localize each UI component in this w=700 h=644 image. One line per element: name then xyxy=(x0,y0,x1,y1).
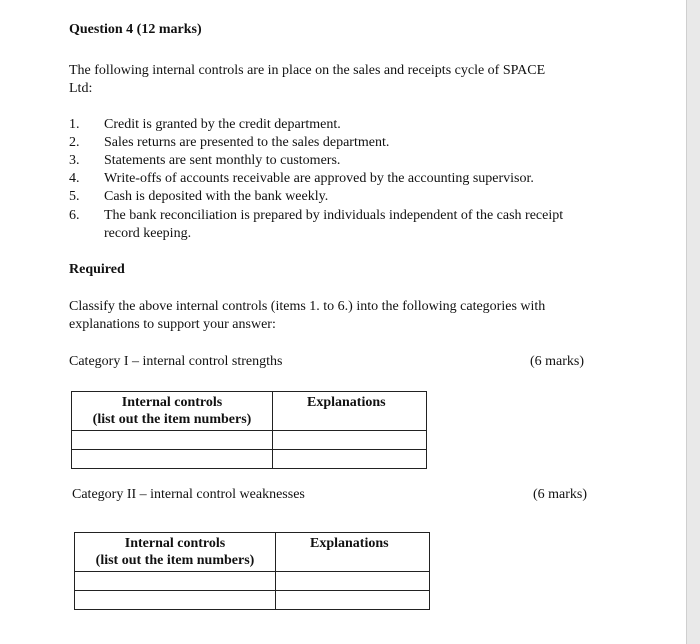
list-item: Statements are sent monthly to customers. xyxy=(104,153,341,168)
table-header-row xyxy=(72,392,427,431)
table-header-cell xyxy=(273,392,427,431)
table-header-cell xyxy=(72,392,273,431)
intro-line-1: The following internal controls are in place on the sales and receipts cycle of SPACE xyxy=(69,63,546,78)
list-item: The bank reconciliation is prepared by individuals independent of the cash receipt xyxy=(104,208,564,223)
table-row xyxy=(72,450,427,469)
list-item-number: 1. xyxy=(69,117,80,132)
list-item: Write-offs of accounts receivable are approved by the accounting supervisor. xyxy=(104,171,534,186)
table-cell[interactable] xyxy=(72,450,273,469)
category-1-marks: (6 marks) xyxy=(530,354,585,369)
table-header-row xyxy=(75,533,430,572)
question-title: Question 4 (12 marks) xyxy=(69,22,202,37)
column-header-item-numbers: (list out the item numbers) xyxy=(95,553,255,568)
list-item-number: 4. xyxy=(69,171,80,186)
table-header-cell xyxy=(276,533,430,572)
category-2-label: Category II – internal control weaknesses xyxy=(72,487,305,502)
intro-line-2: Ltd: xyxy=(69,81,93,96)
list-item: Credit is granted by the credit department. xyxy=(104,117,341,132)
column-header-item-numbers: (list out the item numbers) xyxy=(92,412,252,427)
list-item-continuation: record keeping. xyxy=(104,226,192,241)
table-row xyxy=(72,431,427,450)
list-item-number: 5. xyxy=(69,189,80,204)
category-2-marks: (6 marks) xyxy=(533,487,588,502)
table-cell[interactable] xyxy=(273,450,427,469)
column-header-internal-controls: Internal controls xyxy=(121,395,223,410)
required-heading: Required xyxy=(69,262,125,277)
list-item-number: 2. xyxy=(69,135,80,150)
list-item: Sales returns are presented to the sales department. xyxy=(104,135,390,150)
table-cell[interactable] xyxy=(276,591,430,610)
table-cell[interactable] xyxy=(75,591,276,610)
list-item-number: 3. xyxy=(69,153,80,168)
table-row xyxy=(75,591,430,610)
category-2-table xyxy=(74,532,430,610)
table-header-cell xyxy=(75,533,276,572)
table-cell[interactable] xyxy=(276,572,430,591)
column-header-explanations: Explanations xyxy=(310,536,389,551)
table-cell[interactable] xyxy=(273,431,427,450)
column-header-explanations: Explanations xyxy=(307,395,386,410)
category-1-table xyxy=(71,391,427,469)
instruction-line-1: Classify the above internal controls (items 1. to 6.) into the following categories with xyxy=(69,299,546,314)
table-row xyxy=(75,572,430,591)
category-1-label: Category I – internal control strengths xyxy=(69,354,283,369)
table-cell[interactable] xyxy=(75,572,276,591)
list-item: Cash is deposited with the bank weekly. xyxy=(104,189,329,204)
table-cell[interactable] xyxy=(72,431,273,450)
list-item-number: 6. xyxy=(69,208,80,223)
column-header-internal-controls: Internal controls xyxy=(124,536,226,551)
instruction-line-2: explanations to support your answer: xyxy=(69,317,276,332)
